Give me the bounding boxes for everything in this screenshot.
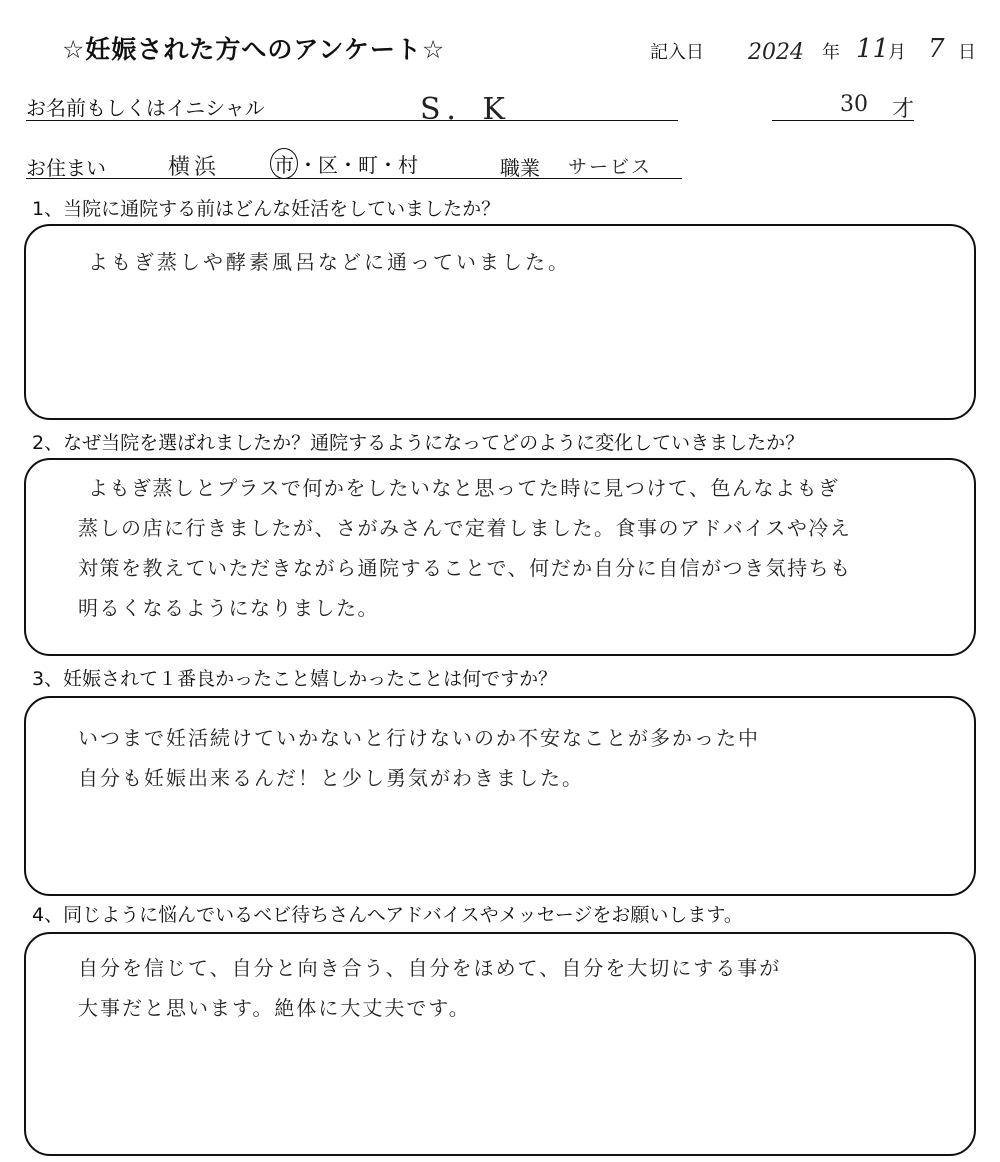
job-label: 職業 xyxy=(500,156,540,180)
address-option-rest: ・区・町・村 xyxy=(298,153,418,177)
date-year: 2024 xyxy=(748,40,804,65)
date-day-unit: 日 xyxy=(958,42,976,63)
date-year-unit: 年 xyxy=(822,42,840,63)
job-value: サービス xyxy=(568,156,653,178)
answer-2-line-2: 蒸しの店に行きましたが、さがみさんで定着しました。食事のアドバイスや冷え xyxy=(78,516,852,540)
answer-1-box xyxy=(24,224,976,420)
answer-2-line-3: 対策を教えていただきながら通院することで、何だか自分に自信がつき気持ちも xyxy=(78,556,852,580)
name-label: お名前もしくはイニシャル xyxy=(26,96,265,120)
address-option-city: 市 xyxy=(270,148,298,179)
date-month: 11 xyxy=(856,34,890,64)
age-unit: 才 xyxy=(892,97,915,122)
address-label: お住まい xyxy=(26,156,106,180)
answer-2-line-1: よもぎ蒸しとプラスで何かをしたいなと思ってた時に見つけて、色んなよもぎ xyxy=(88,476,840,500)
answer-3-line-2: 自分も妊娠出来るんだ！と少し勇気がわきました。 xyxy=(78,766,584,790)
answer-2-box xyxy=(24,458,976,656)
question-4-label: 4、同じように悩んでいるベビ待ちさんへアドバイスやメッセージをお願いします。 xyxy=(32,904,743,926)
address-options xyxy=(270,148,418,179)
question-1-label: 1、当院に通院する前はどんな妊活をしていましたか？ xyxy=(32,198,501,220)
age-underline xyxy=(772,120,914,121)
address-value: 横浜 xyxy=(168,155,221,180)
name-underline xyxy=(26,120,678,121)
answer-1-line-1: よもぎ蒸しや酵素風呂などに通っていました。 xyxy=(88,250,571,274)
answer-4-box xyxy=(24,932,976,1156)
answer-4-line-2: 大事だと思います。絶体に大丈夫です。 xyxy=(78,996,471,1020)
page-title: ☆妊娠された方へのアンケート☆ xyxy=(62,35,446,64)
question-3-label: 3、妊娠されて１番良かったこと嬉しかったことは何ですか？ xyxy=(32,668,558,690)
date-month-unit: 月 xyxy=(888,42,906,63)
answer-3-line-1: いつまで妊活続けていかないと行けないのか不安なことが多かった中 xyxy=(78,726,760,750)
name-value: S．K xyxy=(420,92,511,127)
answer-4-line-1: 自分を信じて、自分と向き合う、自分をほめて、自分を大切にする事が xyxy=(78,956,782,980)
date-label: 記入日 xyxy=(650,42,704,63)
date-day: 7 xyxy=(928,34,945,64)
answer-2-line-4: 明るくなるようになりました。 xyxy=(78,596,379,620)
answer-3-box xyxy=(24,696,976,896)
address-underline xyxy=(26,178,682,179)
question-2-label: 2、なぜ当院を選ばれましたか？通院するようになってどのように変化していきましたか？ xyxy=(32,432,805,454)
age-value: 30 xyxy=(840,92,868,117)
